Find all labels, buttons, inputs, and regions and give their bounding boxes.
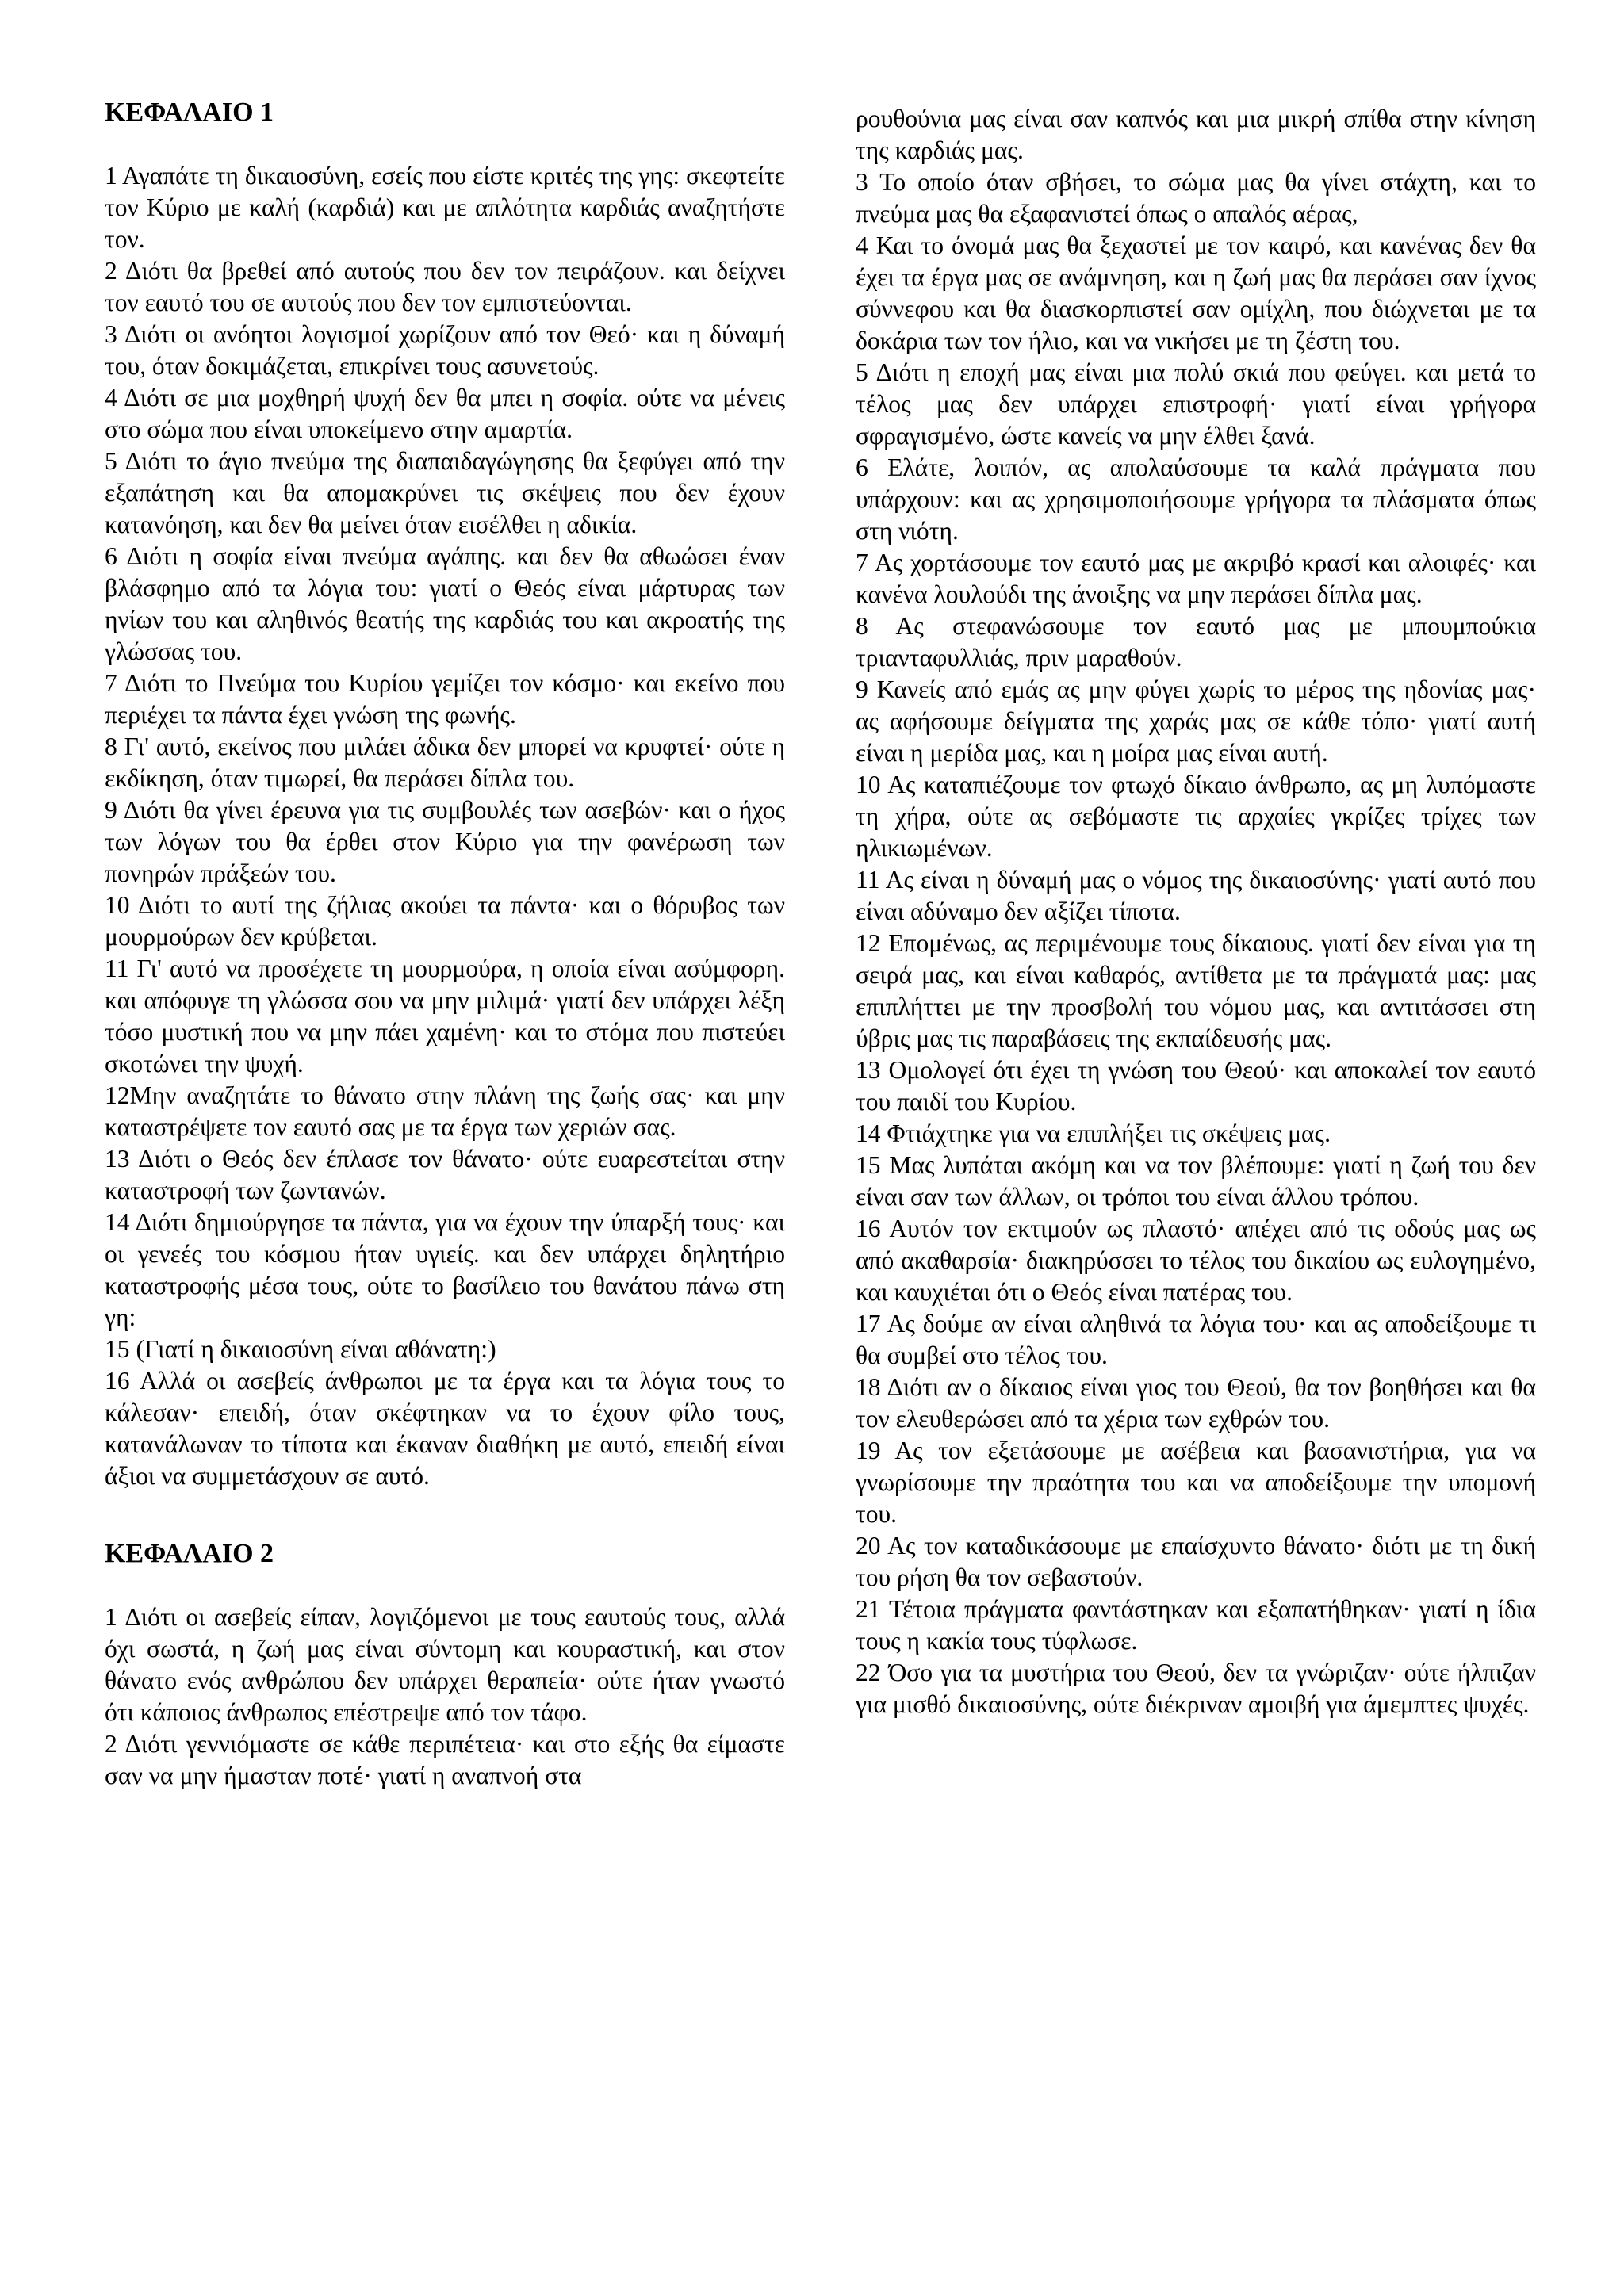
verse: 2 Διότι θα βρεθεί από αυτούς που δεν τον πειράζουν. και δείχνει τον εαυτό του σε αυτούς που δεν τον εμπιστεύονται. xyxy=(105,257,785,316)
verse: 13 Διότι ο Θεός δεν έπλασε τον θάνατο· ούτε ευαρεστείται στην καταστροφή των ζωντανών. xyxy=(105,1145,785,1204)
verse: 7 Διότι το Πνεύμα του Κυρίου γεμίζει τον κόσμο· και εκείνο που περιέχει τα πάντα έχει γνώση της φωνής. xyxy=(105,669,785,729)
verse: 17 Ας δούμε αν είναι αληθινά τα λόγια του· και ας αποδείξουμε τι θα συμβεί στο τέλος του. xyxy=(856,1310,1536,1369)
verse: 12Μην αναζητάτε το θάνατο στην πλάνη της ζωής σας· και μην καταστρέψετε τον εαυτό σας με τα έργα των χεριών σας. xyxy=(105,1081,785,1141)
verse: 8 Ας στεφανώσουμε τον εαυτό μας με μπουμπούκια τριανταφυλλιάς, πριν μαραθούν. xyxy=(856,612,1536,672)
verse: ρουθούνια μας είναι σαν καπνός και μια μικρή σπίθα στην κίνηση της καρδιάς μας. xyxy=(856,105,1536,164)
verse: 14 Φτιάχτηκε για να επιπλήξει τις σκέψεις μας. xyxy=(856,1119,1331,1147)
verse: 12 Επομένως, ας περιμένουμε τους δίκαιους. γιατί δεν είναι για τη σειρά μας, και είναι καθαρός, αντίθετα με τα πράγματά μας: μας επιπλήττει με την προσβολή του νόμου μας, και αντιτάσσει στη ύβρις μας τις παραβάσεις της εκπαίδευσής μας. xyxy=(856,929,1536,1052)
verse: 3 Το οποίο όταν σβήσει, το σώμα μας θα γίνει στάχτη, και το πνεύμα μας θα εξαφανιστεί όπως ο απαλός αέρας, xyxy=(856,168,1536,228)
verse: 16 Αλλά οι ασεβείς άνθρωποι με τα έργα και τα λόγια τους το κάλεσαν· επειδή, όταν σκέφτηκαν να το έχουν φίλο τους, κατανάλωναν το τίποτα και έκαναν διαθήκη με αυτό, επειδή είναι άξιοι να συμμετάσχουν σε αυτό. xyxy=(105,1367,785,1490)
verse: 15 (Γιατί η δικαιοσύνη είναι αθάνατη:) xyxy=(105,1335,496,1363)
chapter-2-verses xyxy=(105,1601,785,1792)
verse: 10 Διότι το αυτί της ζήλιας ακούει τα πάντα· και ο θόρυβος των μουρμούρων δεν κρύβεται. xyxy=(105,891,785,951)
verse: 10 Ας καταπιέζουμε τον φτωχό δίκαιο άνθρωπο, ας μη λυπόμαστε τη χήρα, ούτε ας σεβόμαστε τις αρχαίες γκρίζες τρίχες των ηλικιωμένων. xyxy=(856,771,1536,862)
chapter-2-heading: ΚΕΦΑΛΑΙΟ 2 xyxy=(105,1539,274,1568)
verse: 6 Διότι η σοφία είναι πνεύμα αγάπης. και δεν θα αθωώσει έναν βλάσφημο από τα λόγια του: γιατί ο Θεός είναι μάρτυρας των ηνίων του και αληθινός θεατής της καρδιάς του και ακροατής της γλώσσας του. xyxy=(105,542,785,665)
verse: 14 Διότι δημιούργησε τα πάντα, για να έχουν την ύπαρξή τους· και οι γενεές του κόσμου ήταν υγιείς. και δεν υπάρχει δηλητήριο καταστροφής μέσα τους, ούτε το βασίλειο του θανάτου πάνω στη γη: xyxy=(105,1208,785,1331)
verse: 9 Διότι θα γίνει έρευνα για τις συμβουλές των ασεβών· και ο ήχος των λόγων του θα έρθει στον Κύριο για την φανέρωση των πονηρών πράξεών του. xyxy=(105,796,785,887)
verse: 6 Ελάτε, λοιπόν, ας απολαύσουμε τα καλά πράγματα που υπάρχουν: και ας χρησιμοποιήσουμε γρήγορα τα πλάσματα όπως στη νιότη. xyxy=(856,453,1536,545)
verse: 9 Κανείς από εμάς ας μην φύγει χωρίς το μέρος της ηδονίας μας· ας αφήσουμε δείγματα της χαράς μας σε κάθε τόπο· γιατί αυτή είναι η μερίδα μας, και η μοίρα μας είναι αυτή. xyxy=(856,675,1536,767)
verse: 11 Ας είναι η δύναμή μας ο νόμος της δικαιοσύνης· γιατί αυτό που είναι αδύναμο δεν αξίζει τίποτα. xyxy=(856,866,1536,925)
verse: 3 Διότι οι ανόητοι λογισμοί χωρίζουν από τον Θεό· και η δύναμή του, όταν δοκιμάζεται, επικρίνει τους ασυνετούς. xyxy=(105,320,785,380)
chapter-1-heading: ΚΕΦΑΛΑΙΟ 1 xyxy=(105,98,274,127)
verse: 5 Διότι το άγιο πνεύμα της διαπαιδαγώγησης θα ξεφύγει από την εξαπάτηση και θα απομακρύνει τις σκέψεις που δεν έχουν κατανόηση, και δεν θα μείνει όταν εισέλθει η αδικία. xyxy=(105,447,785,538)
verse: 4 Διότι σε μια μοχθηρή ψυχή δεν θα μπει η σοφία. ούτε να μένεις στο σώμα που είναι υποκείμενο στην αμαρτία. xyxy=(105,384,785,443)
verse: 2 Διότι γεννιόμαστε σε κάθε περιπέτεια· και στο εξής θα είμαστε σαν να μην ήμασταν ποτέ· γιατί η αναπνοή στα xyxy=(105,1730,785,1789)
verse: 21 Τέτοια πράγματα φαντάστηκαν και εξαπατήθηκαν· γιατί η ίδια τους η κακία τους τύφλωσε. xyxy=(856,1595,1536,1655)
verse: 13 Ομολογεί ότι έχει τη γνώση του Θεού· και αποκαλεί τον εαυτό του παιδί του Κυρίου. xyxy=(856,1056,1536,1115)
verse: 15 Μας λυπάται ακόμη και να τον βλέπουμε: γιατί η ζωή του δεν είναι σαν των άλλων, οι τρόποι του είναι άλλου τρόπου. xyxy=(856,1151,1536,1211)
verse: 5 Διότι η εποχή μας είναι μια πολύ σκιά που φεύγει. και μετά το τέλος μας δεν υπάρχει επιστροφή· γιατί είναι γρήγορα σφραγισμένο, ώστε κανείς να μην έλθει ξανά. xyxy=(856,358,1536,450)
verse: 16 Αυτόν τον εκτιμούν ως πλαστό· απέχει από τις οδούς μας ως από ακαθαρσία· διακηρύσσει το τέλος του δικαίου ως ευλογημένο, και καυχιέται ότι ο Θεός είναι πατέρας του. xyxy=(856,1215,1536,1306)
verse: 11 Γι' αυτό να προσέχετε τη μουρμούρα, η οποία είναι ασύμφορη. και απόφυγε τη γλώσσα σου να μην μιλιμά· γιατί δεν υπάρχει λέξη τόσο μυστική που να μην πάει χαμένη· και το στόμα που πιστεύει σκοτώνει την ψυχή. xyxy=(105,955,785,1077)
verse: 1 Διότι οι ασεβείς είπαν, λογιζόμενοι με τους εαυτούς τους, αλλά όχι σωστά, η ζωή μας είναι σύντομη και κουραστική, και στον θάνατο ενός ανθρώπου δεν υπάρχει θεραπεία· ούτε ήταν γνωστό ότι κάποιος άνθρωπος επέστρεψε από τον τάφο. xyxy=(105,1603,785,1726)
verse: 8 Γι' αυτό, εκείνος που μιλάει άδικα δεν μπορεί να κρυφτεί· ούτε η εκδίκηση, όταν τιμωρεί, θα περάσει δίπλα του. xyxy=(105,733,785,792)
left-column xyxy=(105,97,785,1792)
verse: 19 Ας τον εξετάσουμε με ασέβεια και βασανιστήρια, για να γνωρίσουμε την πραότητα του και να αποδείξουμε την υπομονή του. xyxy=(856,1437,1536,1528)
verse: 20 Ας τον καταδικάσουμε με επαίσχυντο θάνατο· διότι με τη δική του ρήση θα τον σεβαστούν. xyxy=(856,1532,1536,1591)
verse: 18 Διότι αν ο δίκαιος είναι γιος του Θεού, θα τον βοηθήσει και θα τον ελευθερώσει από τα χέρια των εχθρών του. xyxy=(856,1373,1536,1433)
chapter-1-verses xyxy=(105,160,785,1492)
verse: 4 Και το όνομά μας θα ξεχαστεί με τον καιρό, και κανένας δεν θα έχει τα έργα μας σε ανάμνηση, και η ζωή μας θα περάσει σαν ίχνος σύννεφου και θα διασκορπιστεί σαν ομίχλη, που διώχνεται με τα δοκάρια των τον ήλιο, και να νικήσει με τη ζέστη του. xyxy=(856,232,1536,354)
right-column xyxy=(856,103,1536,1720)
verse: 1 Αγαπάτε τη δικαιοσύνη, εσείς που είστε κριτές της γης: σκεφτείτε τον Κύριο με καλή (καρδιά) και με απλότητα καρδιάς αναζητήστε τον. xyxy=(105,162,785,253)
verse: 22 Όσο για τα μυστήρια του Θεού, δεν τα γνώριζαν· ούτε ήλπιζαν για μισθό δικαιοσύνης, ούτε διέκριναν αμοιβή για άμεμπτες ψυχές. xyxy=(856,1659,1536,1718)
verse: 7 Ας χορτάσουμε τον εαυτό μας με ακριβό κρασί και αλοιφές· και κανένα λουλούδι της άνοιξης να μην περάσει δίπλα μας. xyxy=(856,549,1536,608)
